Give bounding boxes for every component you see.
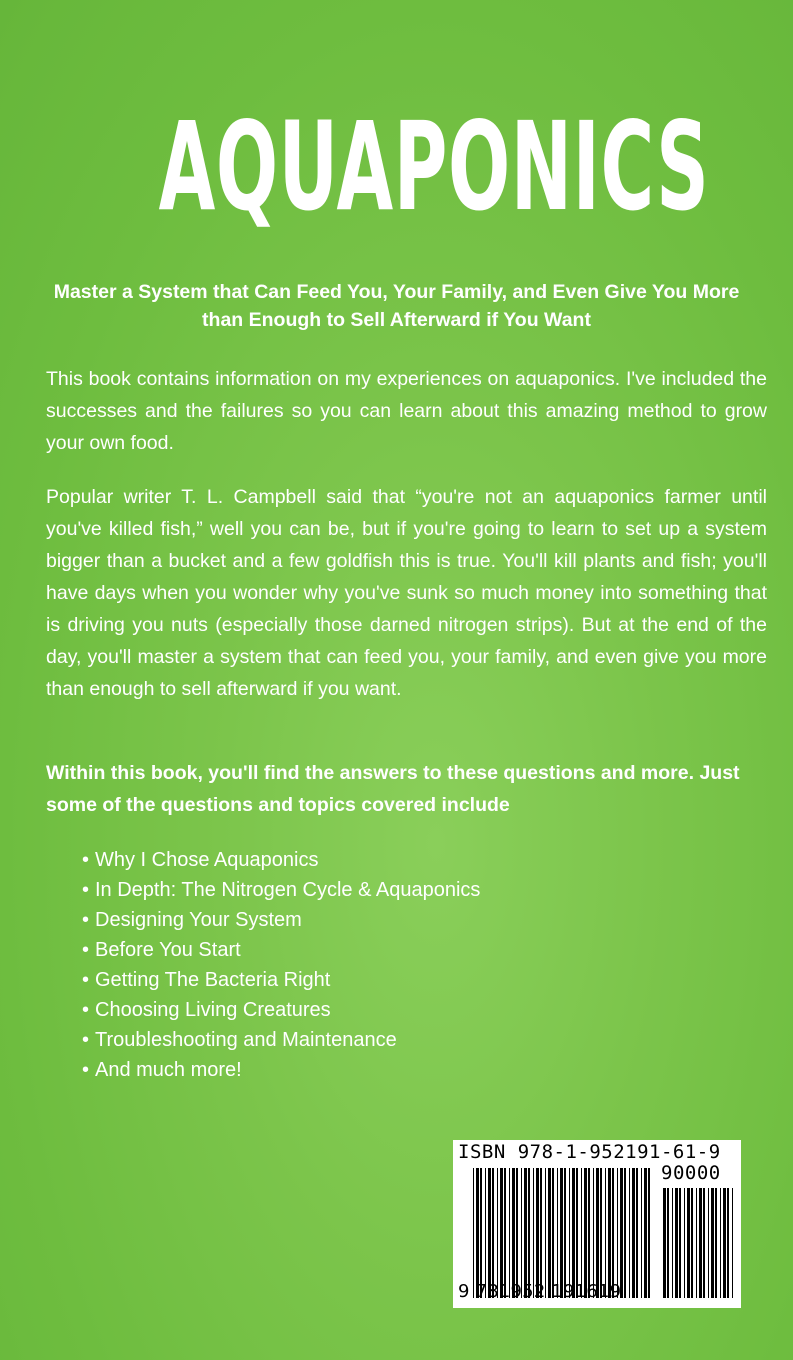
bullet-icon: •: [82, 879, 90, 901]
bullet-icon: •: [82, 1059, 90, 1081]
description-paragraph-1: This book contains information on my experiences on aquaponics. I've included the successes and the failures so you can learn about this amazing method to grow your own food.: [46, 368, 767, 454]
bullet-icon: •: [82, 969, 90, 991]
topic-label: Choosing Living Creatures: [95, 999, 331, 1021]
list-item: [82, 845, 480, 875]
bullet-icon: •: [82, 939, 90, 961]
topic-label: Getting The Bacteria Right: [95, 969, 331, 991]
bullet-icon: •: [82, 1029, 90, 1051]
book-subtitle: Master a System that Can Feed You, Your Family, and Even Give You More than Enough to Sell Afterward if You Want: [53, 281, 740, 331]
list-item: [82, 1025, 480, 1055]
isbn-label: ISBN 978-1-952191-61-9: [458, 1141, 721, 1163]
bullet-icon: •: [82, 999, 90, 1021]
list-item: [82, 875, 480, 905]
bullet-icon: •: [82, 849, 90, 871]
list-item: [82, 935, 480, 965]
topic-label: And much more!: [95, 1059, 242, 1081]
topic-label: Before You Start: [95, 939, 241, 961]
topic-label: Why I Chose Aquaponics: [95, 849, 319, 871]
isbn-barcode: [453, 1140, 741, 1308]
topic-label: Designing Your System: [95, 909, 302, 931]
list-item: [82, 995, 480, 1025]
description-paragraph-2: Popular writer T. L. Campbell said that “you're not an aquaponics farmer until you've killed fish,” well you can be, but if you're going to learn to set up a system bigger than a bucket and a few goldfish this is true. You'll kill plants and fish; you'll have days when you wonder why you've sunk so much money into something that is driving you nuts (especially those darned nitrogen strips). But at the end of the day, you'll master a system that can feed you, your family, and even give you more than enough to sell afterward if you want.: [46, 486, 767, 700]
list-item: [82, 905, 480, 935]
ean-digits: 9 781952 191619: [458, 1281, 622, 1302]
bullet-icon: •: [82, 909, 90, 931]
book-title: AQUAPONICS: [158, 96, 710, 238]
topic-label: Troubleshooting and Maintenance: [95, 1029, 397, 1051]
list-item: [82, 1055, 480, 1085]
topics-intro: Within this book, you'll find the answers to these questions and more. Just some of the questions and topics covered include: [46, 762, 740, 816]
topic-label: In Depth: The Nitrogen Cycle & Aquaponics: [95, 879, 481, 901]
price-code: 90000: [661, 1162, 721, 1184]
topics-list: [82, 845, 480, 1085]
list-item: [82, 965, 480, 995]
